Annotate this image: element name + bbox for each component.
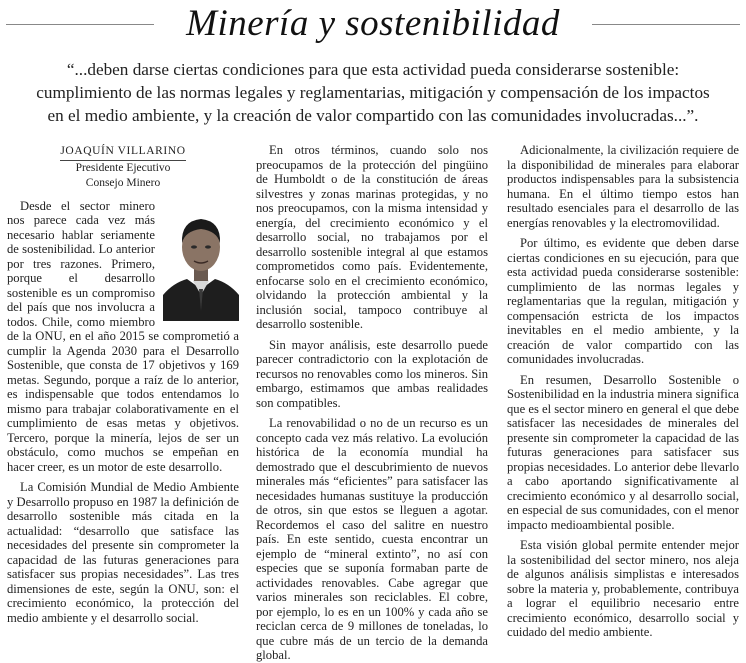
author-photo	[163, 203, 239, 321]
paragraph: En resumen, Desarrollo Sostenible o Sostenibilidad en la industria minera significa que es el sector minero en general el que debe satisfacer las necesidades de minerales del presente sin comprometer la capacidad de las futuras generaciones para satisfacer sus propias necesidades. Lo anterior debe llevarlo a cabo aportando significativamente al crecimiento económico y al desarrollo social, en especial de sus comunidades, con el menor impacto medioambiental posible.	[507, 372, 739, 532]
paragraph: En otros términos, cuando solo nos preocupamos de la protección del pingüino de Humboldt o de la constitución de áreas silvestres y zonas marinas protegidas, y no nos preocupamos, con la misma intensidad y energía, del crecimiento económico y el desarrollo social, no trabajamos por el desarrollo sostenible integral al que estamos comprometidos como país. Evidentemente, enfocarse solo en el crecimiento económico, olvidando la protección ambiental y la inclusión social, tampoco contribuye al desarrollo sostenible.	[256, 143, 488, 331]
article-title: Minería y sostenibilidad	[186, 3, 560, 44]
paragraph: Por último, es evidente que deben darse ciertas condiciones en su ejecución, para que esta actividad pueda considerarse sostenible: cumplimiento de las normas legales y reglamentarias que la regulan, mitigación y compensación estricta de los impactos inevitables en el medio ambiente, y la creación de valor compartido con las comunidades involucradas.	[507, 236, 739, 366]
paragraph-text: Desde el sector minero nos parece cada vez más necesario hablar seriamente de sostenibilidad. Lo anterior por tres razones. Primero, porque el desarrollo sostenible es un compromiso del país que nos involucra a todos. Chile, como miembro de la ONU, en el año 2015 se comprometió a cumplir la Agenda 2030 para el Desarrollo Sostenible, que consta de 17 objetivos y 169 metas. Segundo, porque a raíz de lo anterior, es indispensable que todos entendamos lo mismo para trabajar colaborativamente en el cumplimiento de esas metas y objetivos. Tercero, porque la minería, lejos de ser un obstáculo, como muchos se empeñan en hacer creer, es un motor de este desarrollo.	[7, 198, 239, 474]
author-portrait-image	[163, 203, 239, 321]
author-name: JOAQUÍN VILLARINO	[60, 144, 185, 161]
paragraph: La renovabilidad o no de un recurso es un concepto cada vez más relativo. La evolución histórica de la economía mundial ha demostrado que el descubrimiento de nuevos minerales más “eficientes” para satisfacer las necesidades humanas sustituye la producción de otros, sin que estos se lleguen a agotar. Recordemos el caso del salitre en nuestro país. En este sentido, cuesta encontrar un ejemplo de “mineral extinto”, no así con especies que se suponía formaban parte de actividades renovables. Cabe agregar que varios minerales son reciclables. El cobre, por ejemplo, lo es en un 100% y cada año se reciclan cerca de 9 millones de toneladas, lo que cubre más de un tercio de la demanda global.	[256, 416, 488, 662]
header	[6, 0, 740, 48]
author-role: Presidente Ejecutivo	[75, 161, 171, 174]
column-2	[256, 143, 488, 662]
paragraph	[7, 199, 239, 475]
paragraph: Adicionalmente, la civilización requiere de la disponibilidad de minerales para elaborar productos indispensables para la subsistencia humana. En el último tiempo estos han resultado esenciales para el desarrollo de las energías renovables y la electromovilidad.	[507, 143, 739, 230]
title-rule-right	[592, 24, 740, 25]
column-1	[7, 143, 239, 653]
paragraph: Esta visión global permite entender mejor la sostenibilidad del sector minero, nos aleja de algunos análisis simplistas e interesados sobre la materia y, probablemente, contribuya a lograr el equilibrio necesario entre crecimiento económico, desarrollo social y cuidado del medio ambiente.	[507, 538, 739, 639]
column-3	[507, 143, 739, 653]
lead-quote: “...deben darse ciertas condiciones para que esta actividad pueda considerarse sostenible: cumplimiento de las normas legales y reglamentarias, mitigación y compensación de los impactos en el medio ambiente, y la creación de valor compartido con las comunidades involucradas...”.	[36, 60, 710, 125]
author-organization: Consejo Minero	[85, 176, 161, 189]
byline	[7, 143, 239, 191]
paragraph: Sin mayor análisis, este desarrollo puede parecer contradictorio con la explotación de recursos no renovables como los mineros. Sin embargo, estimamos que ambas realidades son compatibles.	[256, 337, 488, 410]
paragraph: La Comisión Mundial de Medio Ambiente y Desarrollo propuso en 1987 la definición de desarrollo sostenible más citada en la actualidad: “desarrollo que satisface las necesidades del presente sin comprometer la capacidad de las futuras generaciones para satisfacer sus propias necesidades”. Las tres dimensiones de este, según la ONU, son: el crecimiento económico, la protección del medio ambiente y el desarrollo social.	[7, 480, 239, 625]
